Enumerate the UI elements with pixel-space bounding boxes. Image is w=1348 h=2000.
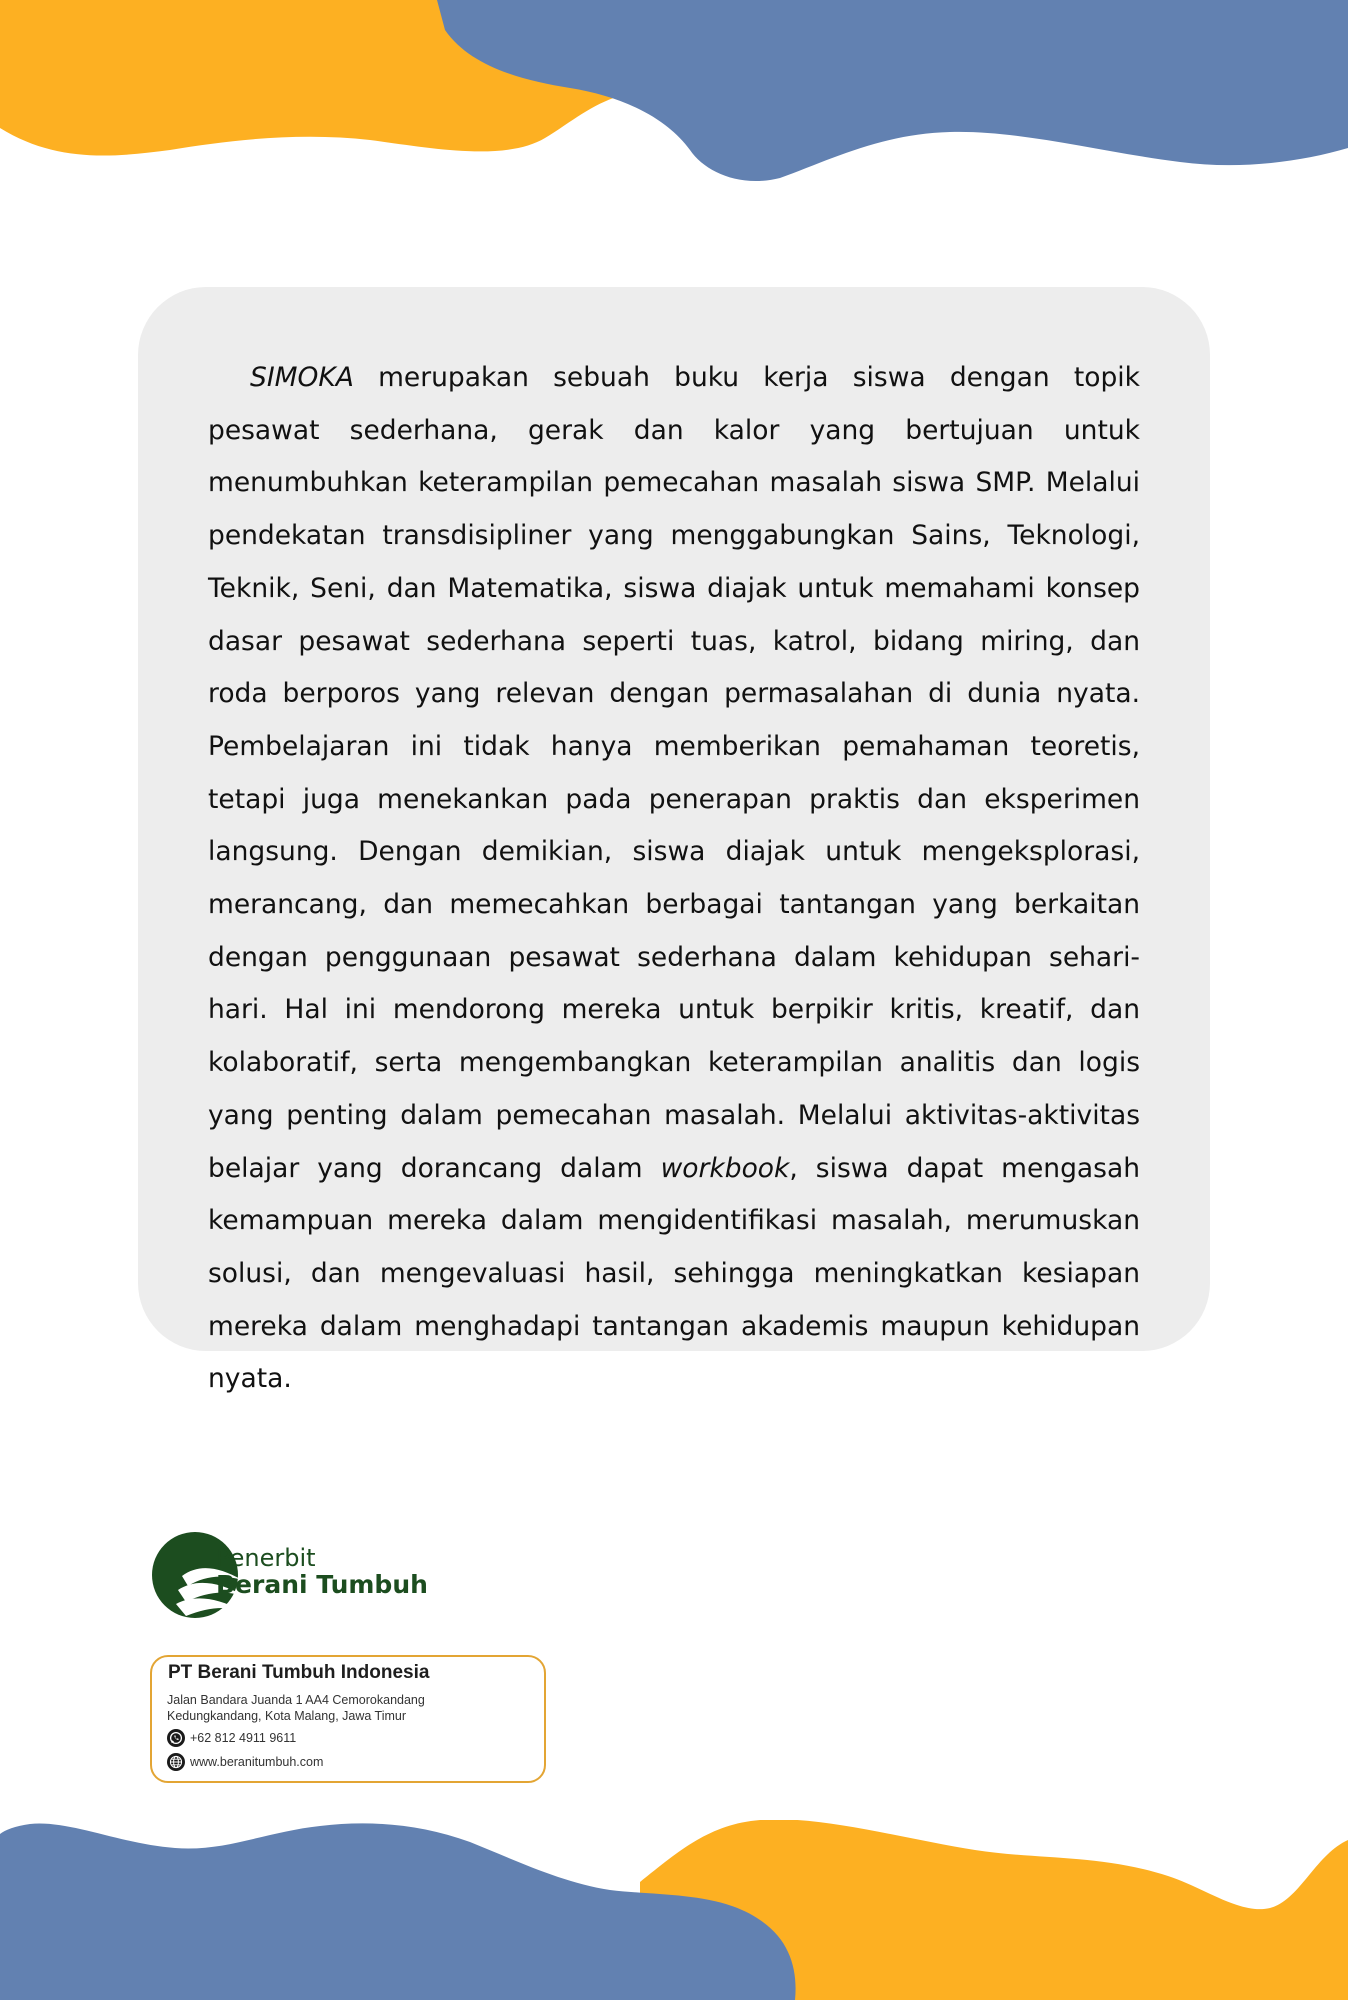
bottom-wave-decoration — [0, 1820, 1348, 2000]
book-title: SIMOKA — [250, 362, 354, 393]
workbook-term: workbook — [660, 1152, 790, 1184]
website-url: www.beranitumbuh.com — [190, 1755, 324, 1769]
description-paragraph — [208, 352, 1140, 1406]
company-address — [167, 1692, 425, 1724]
website-row — [167, 1752, 323, 1772]
top-wave-decoration — [0, 0, 1348, 200]
contact-box — [150, 1655, 546, 1783]
description-text-part1: merupakan sebuah buku kerja siswa dengan topik pesawat sederhana, gerak dan kalor yang bertujuan untuk menumbuhkan keterampilan pemecahan masalah siswa SMP. Melalui pendekatan transdisipliner yang menggabungkan Sains, Teknologi, Teknik, Seni, dan Matematika, siswa diajak untuk memahami konsep dasar pesawat sederhana seperti tuas, katrol, bidang miring, dan roda berporos yang relevan dengan permasalahan di dunia nyata. Pembelajaran ini tidak hanya memberikan pemahaman teoretis, tetapi juga menekankan pada penerapan praktis dan eksperimen langsung. Dengan demikian, siswa diajak untuk mengeksplorasi, merancang, dan memecahkan berbagai tantangan yang berkaitan dengan penggunaan pesawat sederhana dalam kehidupan sehari-hari. Hal ini mendorong mereka untuk berpikir kritis, kreatif, dan kolaboratif, serta mengembangkan keterampilan analitis dan logis yang penting dalam pemecahan masalah. Melalui aktivitas-aktivitas belajar yang dorancang dalam — [208, 362, 1140, 1184]
description-card — [138, 287, 1210, 1395]
bottom-blue-wave — [0, 1823, 796, 2000]
whatsapp-icon — [167, 1729, 185, 1747]
phone-number: +62 812 4911 9611 — [190, 1731, 297, 1745]
company-name: PT Berani Tumbuh Indonesia — [168, 1662, 430, 1683]
publisher-logo — [152, 1528, 432, 1620]
globe-icon — [167, 1753, 185, 1771]
description-text-part2: , siswa dapat mengasah kemampuan mereka dalam mengidentifikasi masalah, merumuskan solusi, dan mengevaluasi hasil, sehingga meningkatkan kesiapan mereka dalam menghadapi tantangan akademis maupun kehidupan nyata. — [208, 1152, 1140, 1395]
phone-row — [167, 1728, 296, 1748]
logo-text-brand: Berani Tumbuh — [216, 1570, 428, 1599]
address-line-2: Kedungkandang, Kota Malang, Jawa Timur — [167, 1709, 407, 1723]
logo-text-penerbit: Penerbit — [216, 1544, 316, 1572]
address-line-1: Jalan Bandara Juanda 1 AA4 Cemorokandang — [167, 1693, 425, 1707]
